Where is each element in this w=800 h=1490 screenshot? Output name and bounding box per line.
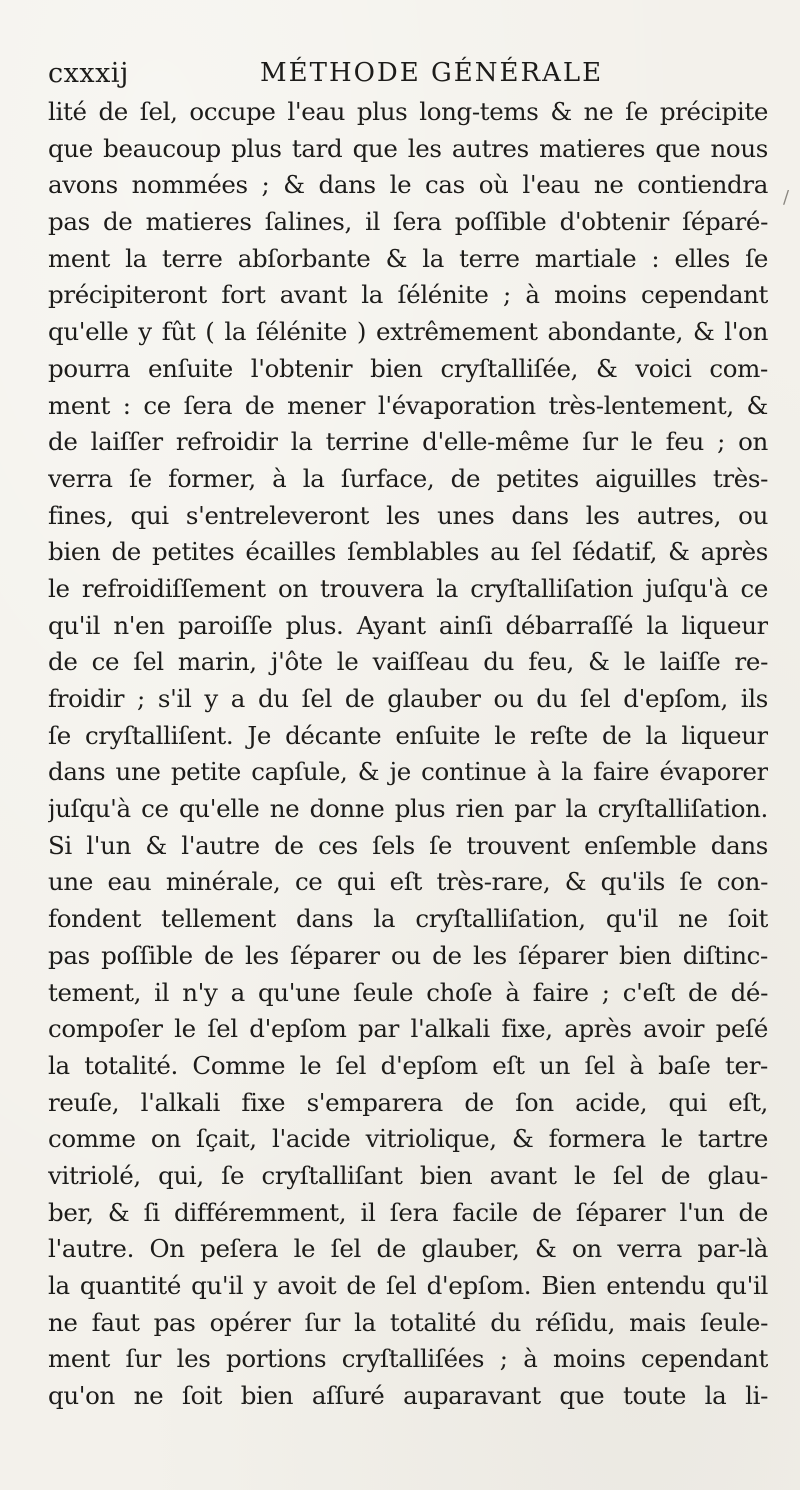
text-line: Si l'un & l'autre de ces ſels ſe trouvent enſemble dans [48,830,768,860]
text-line: pas poſſible de les ſéparer ou de les ſéparer bien diſtinc- [48,940,768,970]
text-line: bien de petites écailles ſemblables au ſel ſédatif, & après [48,537,768,567]
text-line: lité de ſel, occupe l'eau plus long-tems & ne ſe précipite [48,97,768,126]
text-line: ne faut pas opérer ſur la totalité du réſidu, mais ſeule- [48,1307,768,1337]
page-number: cxxxij [48,58,129,89]
text-line: comme on ſçait, l'acide vitriolique, & formera le tartre [48,1124,768,1154]
text-line: dans une petite capſule, & je continue à la faire évaporer [48,757,768,787]
text-line: vitriolé, qui, ſe cryſtalliſant bien avant le ſel de glau- [48,1160,768,1190]
text-line: juſqu'à ce qu'elle ne donne plus rien par la cryſtalliſation. [48,794,768,824]
text-line: pourra enſuite l'obtenir bien cryſtalliſée, & voici com- [48,353,768,383]
text-line: la quantité qu'il y avoit de ſel d'epſom. Bien entendu qu'il [48,1271,768,1300]
text-line: compoſer le ſel d'epſom par l'alkali fixe, après avoir peſé [48,1014,768,1044]
text-line: tement, il n'y a qu'une ſeule choſe à faire ; c'eſt de dé- [48,977,768,1007]
text-line: qu'on ne ſoit bien aſſuré auparavant que toute la li- [48,1381,768,1411]
body-text [48,94,768,1415]
text-line: qu'elle y fût ( la ſélénite ) extrêmement abondante, & l'on [48,317,768,347]
text-line: une eau minérale, ce qui eſt très-rare, & qu'ils ſe con- [48,867,768,897]
text-line: ſe cryſtalliſent. Je décante enſuite le reſte de la liqueur [48,720,768,750]
text-line: l'autre. On peſera le ſel de glauber, & on verra par-là [48,1234,768,1264]
page-header [48,56,770,96]
text-line: la totalité. Comme le ſel d'epſom eſt un ſel à baſe ter- [48,1050,768,1080]
text-line: le refroidiſſement on trouvera la cryſtalliſation juſqu'à ce [48,573,768,603]
text-line: précipiteront fort avant la ſélénite ; à moins cependant [48,280,768,310]
text-line: avons nommées ; & dans le cas où l'eau ne contiendra [48,170,768,200]
text-line: froidir ; s'il y a du ſel de glauber ou du ſel d'epſom, ils [48,684,768,713]
running-head: MÉTHODE GÉNÉRALE [260,58,604,88]
text-line: verra ſe former, à la ſurface, de petites aiguilles très- [48,463,768,493]
text-line: ment : ce ſera de mener l'évaporation très-lentement, & [48,390,768,420]
text-line: pas de matieres ſalines, il ſera poſſible d'obtenir ſéparé- [48,207,768,237]
text-line: fondent tellement dans la cryſtalliſation, qu'il ne ſoit [48,904,768,934]
margin-mark: / [783,187,790,208]
text-line: ber, & ſi différemment, il ſera facile de ſéparer l'un de [48,1197,768,1227]
text-line: ment la terre abſorbante & la terre martiale : elles ſe [48,243,768,273]
text-line: reuſe, l'alkali fixe s'emparera de ſon acide, qui eſt, [48,1087,768,1117]
text-line: de ce ſel marin, j'ôte le vaiſſeau du feu, & le laiſſe re- [48,647,768,677]
text-line: ment ſur les portions cryſtalliſées ; à moins cependant [48,1344,768,1374]
text-line: fines, qui s'entreleveront les unes dans les autres, ou [48,500,768,530]
text-line: que beaucoup plus tard que les autres matieres que nous [48,133,768,163]
text-line: qu'il n'en paroiſſe plus. Ayant ainſi débarraſſé la liqueur [48,610,768,640]
text-line: de laiſſer refroidir la terrine d'elle-même ſur le feu ; on [48,427,768,457]
